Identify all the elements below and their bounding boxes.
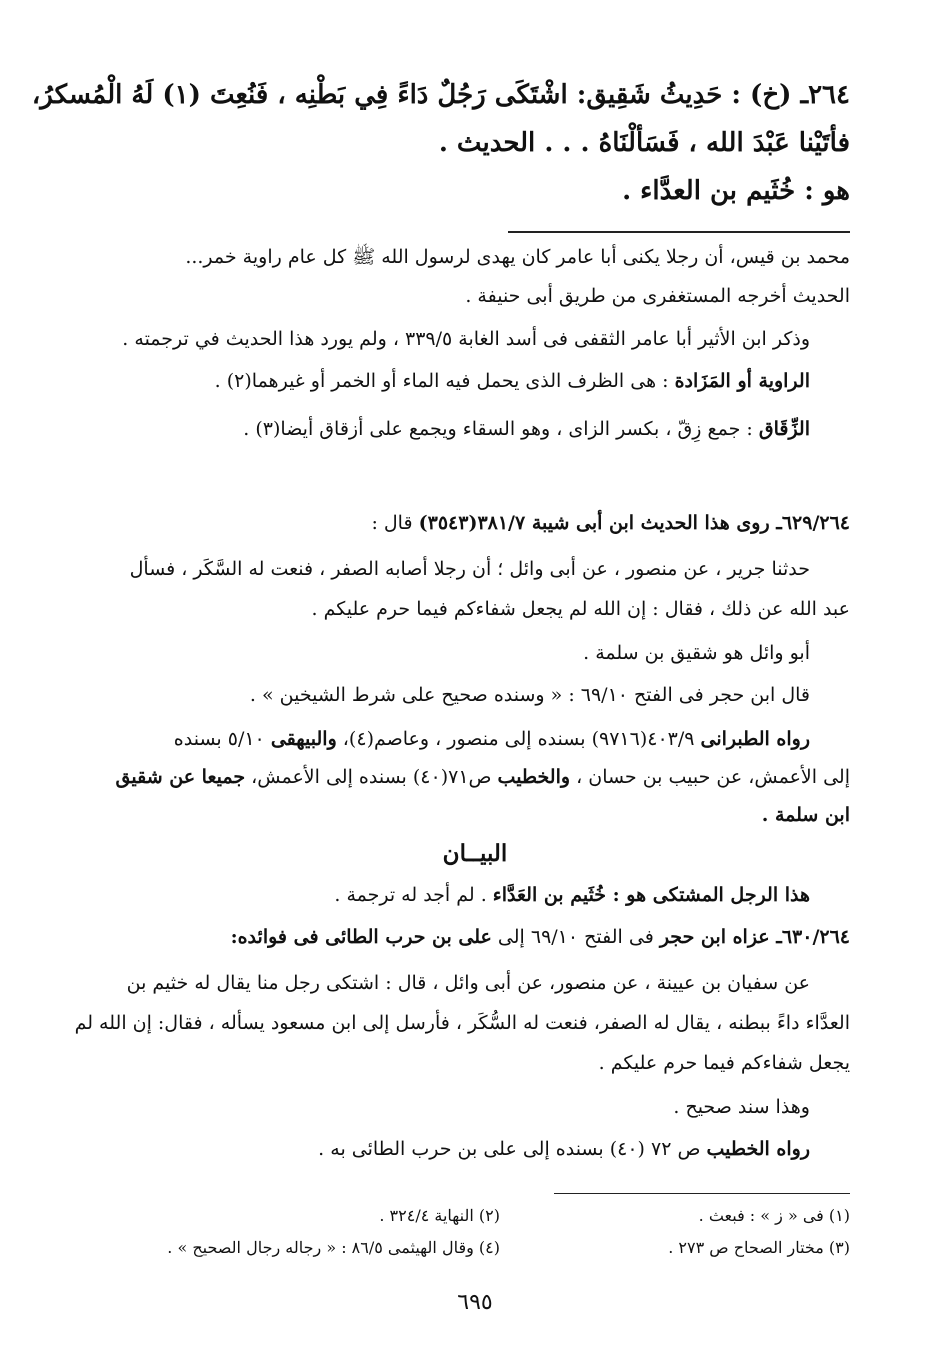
s3-line-2: العدَّاء داءً ببطنه ، يقال له الصفر، فنعت له السُّكَر ، فأرسل إلى ابن مسعود يسأله ، فقال: إن الله لم: [74, 1012, 850, 1034]
s3-line-4: وهذا سند صحيح .: [673, 1096, 810, 1118]
s2-line-7: ابن سلمة .: [761, 804, 850, 826]
s2-heading: [95, 512, 850, 534]
s2-line-5-text-c: ٥/١٠ بسنده: [173, 728, 271, 750]
bayan-line-1-bold: هذا الرجل المشتكى هو : خُثَيم بن العَدَّاء: [492, 884, 810, 906]
s1-line-1: محمد بن قيس، أن رجلا يكنى أبا عامر كان يهدى لرسول الله ﷺ كل عام راوية خمر...: [185, 246, 850, 268]
page-number: ٦٩٥: [457, 1290, 493, 1315]
footnote-4: (٤) وقال الهيثمى ٨٦/٥ : « رجاله رجال الصحيح » .: [167, 1238, 500, 1257]
s1-line-5: [95, 418, 810, 440]
footnote-3: (٣) مختار الصحاح ص ٢٧٣ .: [668, 1238, 850, 1257]
s2-line-6-bold: جميعا عن شقيق: [115, 766, 246, 788]
s3-line-1: عن سفيان بن عيينة ، عن منصور، عن أبى وائل ، قال : اشتكى رجل منا يقال له خثيم بن: [126, 972, 810, 994]
term-ziqaq: الزِّقَاق: [758, 418, 810, 440]
s3-heading-bold-2: على بن حرب الطائى فى فوائده:: [230, 926, 492, 948]
s1-line-4-text: : هى الظرف الذى يحمل فيه الماء أو الخمر أو غيرهما(٢) .: [214, 370, 675, 392]
s1-line-5-text: : جمع زِقّ ، بكسر الزاى ، وهو السقاء ويجمع على أزقاق أيضا(٣) .: [243, 418, 759, 440]
s3-line-3: يجعل شفاءكم فيما حرم عليكم .: [598, 1052, 850, 1074]
s2-line-6: [95, 766, 850, 788]
s2-heading-bold: ٦٢٩/٢٦٤ـ روى هذا الحديث ابن أبى شيبة ٣٨١/٧(٣٥٤٣): [418, 512, 850, 534]
heading-divider: [508, 231, 850, 233]
bayan-line-1-text: . لم أجد له ترجمة .: [334, 884, 493, 906]
footnote-2: (٢) النهاية ٣٢٤/٤ .: [379, 1206, 500, 1225]
s3-line-5-text: ص ٧٢ (٤٠) بسنده إلى على بن حرب الطائى به .: [318, 1138, 707, 1160]
s2-line-1: حدثنا جرير ، عن منصور ، عن أبى وائل ؛ أن رجلا أصابه الصفر ، فنعت له السَّكَر ، فسأل: [129, 558, 810, 580]
s3-heading: [95, 926, 850, 948]
bayan-line-1: [95, 884, 810, 906]
s1-line-2: الحديث أخرجه المستغفرى من طريق أبى حنيفة .: [465, 285, 850, 307]
source-bayhaqi: والبيهقى: [270, 728, 337, 750]
footnote-1: (١) فى « ز » : فبعث .: [698, 1206, 850, 1225]
hadith-heading-line-3: هو : خُثَيم بن العدَّاء .: [622, 176, 850, 206]
s3-line-5: [95, 1138, 810, 1160]
s2-line-5-text-a: ٤٠٣/٩(٩٧١٦) بسنده إلى منصور ، وعاصم(٤)،: [336, 728, 701, 750]
source-khatib-2: رواه الخطيب: [706, 1138, 810, 1160]
footnote-divider: [554, 1193, 850, 1194]
hadith-heading-line-2: فأتَيْنا عَبْدَ الله ، فَسَألْنَاهُ . . . الحديث .: [438, 128, 850, 158]
s2-line-3: أبو وائل هو شقيق بن سلمة .: [583, 642, 810, 664]
s3-heading-bold-1: ٦٣٠/٢٦٤ـ عزاه ابن حجر: [659, 926, 850, 948]
s1-line-4: [95, 370, 810, 392]
bayan-title: البيــان: [442, 840, 508, 867]
hadith-heading-line-1: ٢٦٤ـ (خ) : حَدِيثُ شَقِيق: اشْتَكَى رَجُلٌ دَاءً فِي بَطْنِه ، فَنُعِتَ (١) لَهُ الْمُسكرُ،: [31, 80, 850, 110]
s2-line-6-text-a: إلى الأعمش، عن حبيب بن حسان ،: [570, 766, 850, 788]
s2-heading-text: قال :: [371, 512, 419, 534]
s3-heading-text: فى الفتح ٦٩/١٠ إلى: [491, 926, 660, 948]
s2-line-4: قال ابن حجر فى الفتح ٦٩/١٠ : « وسنده صحيح على شرط الشيخين » .: [249, 684, 810, 706]
s1-line-3: وذكر ابن الأثير أبا عامر الثقفى فى أسد الغابة ٣٣٩/٥ ، ولم يورد هذا الحديث في ترجمته .: [122, 328, 810, 350]
term-rawiya: الراوية أو المَزَادة: [674, 370, 810, 392]
s2-line-2: عبد الله عن ذلك ، فقال : إن الله لم يجعل شفاءكم فيما حرم عليكم .: [311, 598, 850, 620]
source-khatib: والخطيب: [497, 766, 571, 788]
s2-line-5: [95, 728, 810, 750]
source-tabarani: رواه الطبرانى: [700, 728, 810, 750]
s2-line-6-text-c: ص٧١(٤٠) بسنده إلى الأعمش،: [245, 766, 498, 788]
